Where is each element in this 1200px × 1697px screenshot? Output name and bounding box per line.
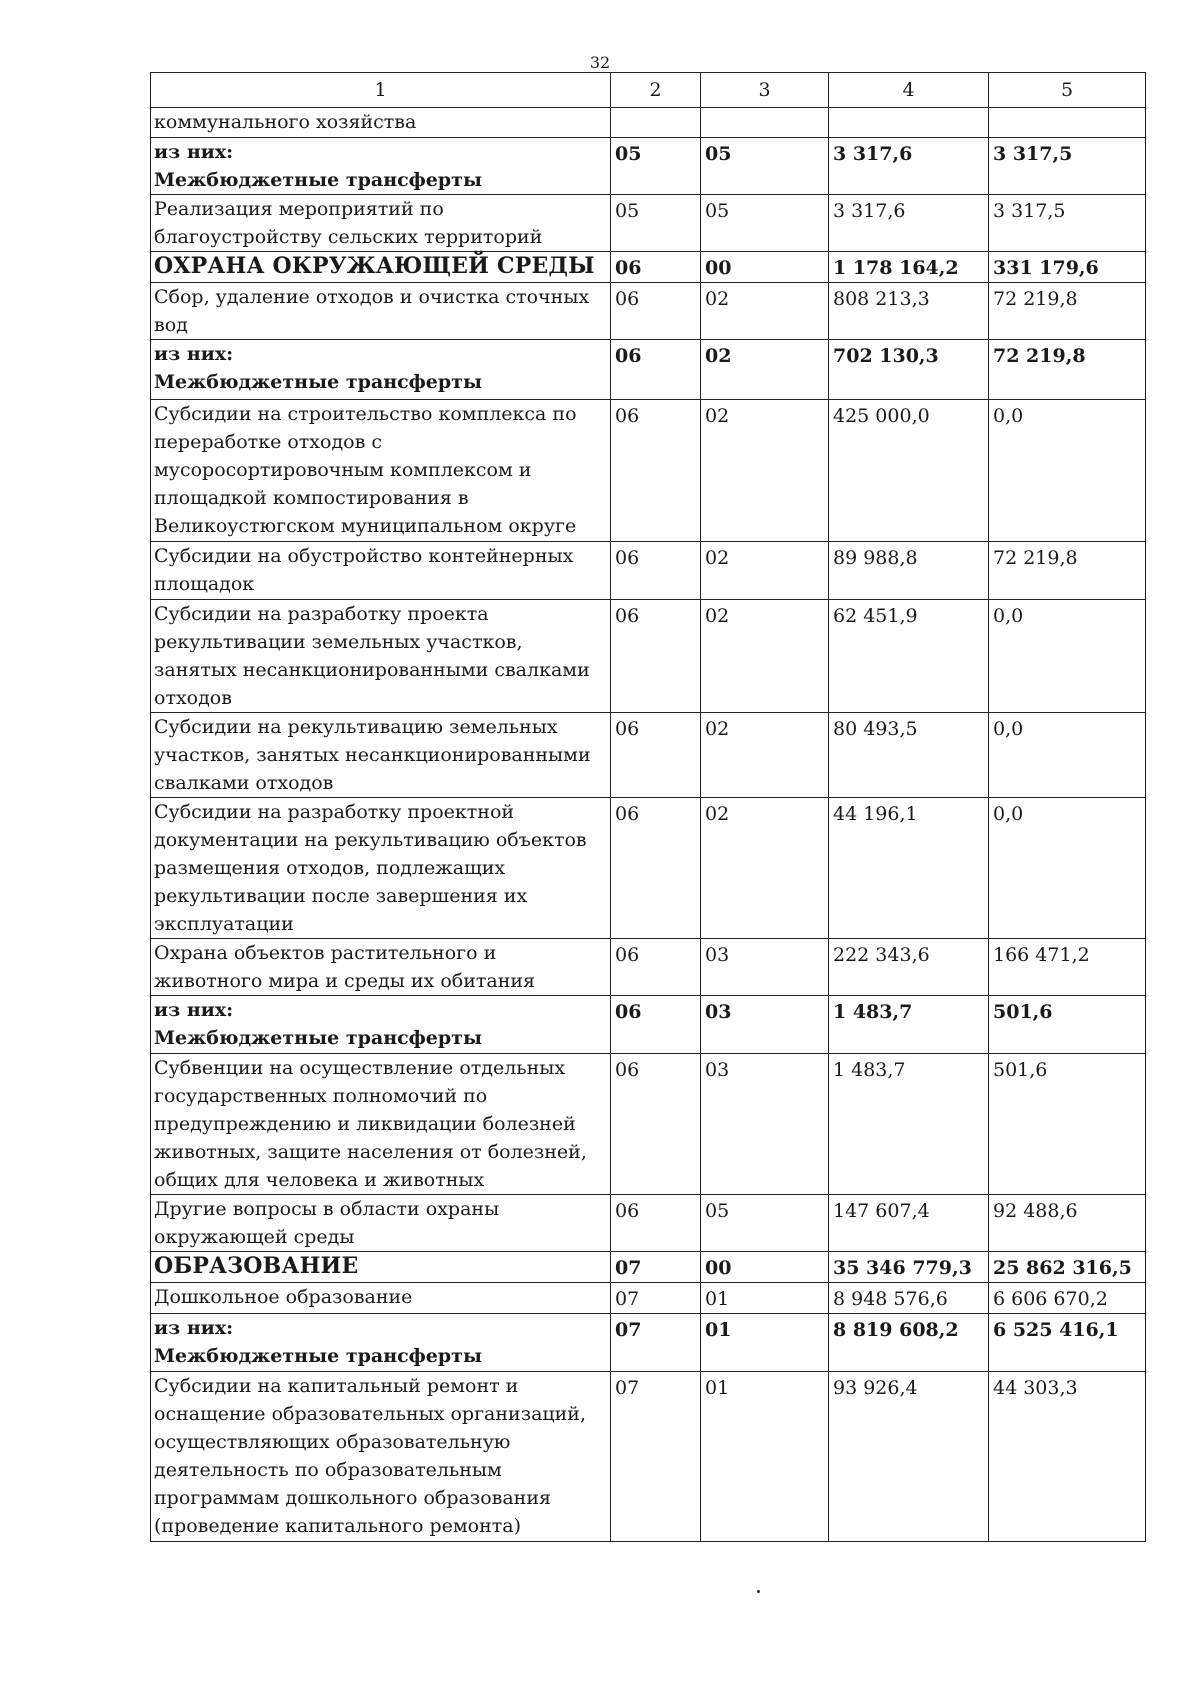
row-executed-amount: 501,6 xyxy=(989,996,1146,1054)
table-row xyxy=(151,1195,1146,1252)
row-planned-amount: 93 926,4 xyxy=(829,1372,989,1542)
row-executed-amount: 92 488,6 xyxy=(989,1195,1146,1252)
row-name-cell: Субвенции на осуществление отдельных государственных полномочий по предупреждению и ликвидации болезней животных, защите населения от болезней, общих для человека и животных xyxy=(151,1054,611,1195)
header-row xyxy=(151,73,1146,108)
row-name-cell: коммунального хозяйства xyxy=(151,108,611,138)
row-planned-amount: 44 196,1 xyxy=(829,798,989,939)
row-name-cell: Субсидии на капитальный ремонт и оснащение образовательных организаций, осуществляющих образовательную деятельность по образовательным программам дошкольного образования (проведение капитального ремонта) xyxy=(151,1372,611,1542)
row-planned-amount: 89 988,8 xyxy=(829,542,989,600)
row-section-code: 06 xyxy=(611,600,701,713)
row-planned-amount: 222 343,6 xyxy=(829,939,989,996)
row-name-cell: Субсидии на разработку проекта рекультивации земельных участков, занятых несанкционированными свалками отходов xyxy=(151,600,611,713)
page-number: 32 xyxy=(589,53,611,72)
row-name-cell: Дошкольное образование xyxy=(151,1283,611,1314)
budget-table xyxy=(150,72,1146,1542)
row-subsection-code: 03 xyxy=(701,1054,829,1195)
row-name-cell: ОХРАНА ОКРУЖАЮЩЕЙ СРЕДЫ xyxy=(151,252,611,283)
table-row xyxy=(151,1372,1146,1542)
row-section-code: 07 xyxy=(611,1314,701,1372)
table-row xyxy=(151,1054,1146,1195)
row-executed-amount: 72 219,8 xyxy=(989,283,1146,340)
row-subsection-code: 03 xyxy=(701,996,829,1054)
row-subsection-code: 02 xyxy=(701,400,829,542)
row-section-code: 07 xyxy=(611,1283,701,1314)
row-name-cell xyxy=(151,996,611,1054)
row-planned-amount: 147 607,4 xyxy=(829,1195,989,1252)
row-planned-amount: 35 346 779,3 xyxy=(829,1252,989,1283)
row-section-code: 06 xyxy=(611,1195,701,1252)
row-executed-amount: 3 317,5 xyxy=(989,138,1146,195)
row-section-code: 06 xyxy=(611,400,701,542)
row-section-code: 06 xyxy=(611,252,701,283)
column-header-2: 2 xyxy=(611,73,701,108)
row-subsection-code: 02 xyxy=(701,713,829,798)
column-header-4: 4 xyxy=(829,73,989,108)
table-row xyxy=(151,939,1146,996)
row-executed-amount: 44 303,3 xyxy=(989,1372,1146,1542)
row-planned-amount: 62 451,9 xyxy=(829,600,989,713)
row-planned-amount: 80 493,5 xyxy=(829,713,989,798)
row-section-code: 06 xyxy=(611,542,701,600)
row-planned-amount: 1 178 164,2 xyxy=(829,252,989,283)
row-section-code: 06 xyxy=(611,1054,701,1195)
row-subsection-code: 01 xyxy=(701,1283,829,1314)
row-executed-amount: 0,0 xyxy=(989,600,1146,713)
row-subsection-code: 00 xyxy=(701,1252,829,1283)
table-body xyxy=(151,108,1146,1542)
row-section-code: 06 xyxy=(611,283,701,340)
table-row xyxy=(151,600,1146,713)
row-sub-label: из них: xyxy=(154,999,234,1021)
table-row xyxy=(151,195,1146,252)
table-header xyxy=(151,73,1146,108)
column-header-3: 3 xyxy=(701,73,829,108)
row-name-cell: Субсидии на обустройство контейнерных площадок xyxy=(151,542,611,600)
row-subsection-code: 02 xyxy=(701,798,829,939)
row-subsection-code: 05 xyxy=(701,138,829,195)
row-executed-amount: 72 219,8 xyxy=(989,340,1146,400)
row-section-code: 06 xyxy=(611,996,701,1054)
row-executed-amount: 331 179,6 xyxy=(989,252,1146,283)
row-section-code: 06 xyxy=(611,798,701,939)
table-row xyxy=(151,108,1146,138)
row-sub-title: Межбюджетные трансферты xyxy=(154,169,483,191)
row-section-code: 06 xyxy=(611,713,701,798)
row-sub-label: из них: xyxy=(154,343,234,365)
row-section-code: 05 xyxy=(611,195,701,252)
row-section-code: 06 xyxy=(611,340,701,400)
row-subsection-code: 00 xyxy=(701,252,829,283)
row-section-code xyxy=(611,108,701,138)
row-executed-amount: 72 219,8 xyxy=(989,542,1146,600)
row-executed-amount: 0,0 xyxy=(989,400,1146,542)
row-sub-title: Межбюджетные трансферты xyxy=(154,1027,483,1049)
row-sub-title: Межбюджетные трансферты xyxy=(154,371,483,393)
table-row xyxy=(151,400,1146,542)
row-name-cell xyxy=(151,340,611,400)
row-executed-amount: 501,6 xyxy=(989,1054,1146,1195)
row-subsection-code: 02 xyxy=(701,283,829,340)
row-subsection-code: 02 xyxy=(701,600,829,713)
row-planned-amount: 8 819 608,2 xyxy=(829,1314,989,1372)
table-row xyxy=(151,713,1146,798)
row-executed-amount: 6 525 416,1 xyxy=(989,1314,1146,1372)
table-row xyxy=(151,798,1146,939)
row-planned-amount: 808 213,3 xyxy=(829,283,989,340)
row-section-code: 07 xyxy=(611,1372,701,1542)
row-subsection-code: 02 xyxy=(701,340,829,400)
table-row xyxy=(151,1314,1146,1372)
row-name-cell: Субсидии на строительство комплекса по переработке отходов с мусоросортировочным комплексом и площадкой компостирования в Великоустюгском муниципальном округе xyxy=(151,400,611,542)
table-row xyxy=(151,996,1146,1054)
row-planned-amount: 425 000,0 xyxy=(829,400,989,542)
row-executed-amount xyxy=(989,108,1146,138)
row-executed-amount: 166 471,2 xyxy=(989,939,1146,996)
row-planned-amount: 1 483,7 xyxy=(829,1054,989,1195)
row-name-cell: Субсидии на рекультивацию земельных участков, занятых несанкционированными свалками отходов xyxy=(151,713,611,798)
column-header-5: 5 xyxy=(989,73,1146,108)
scan-speck xyxy=(757,1590,760,1593)
row-planned-amount: 8 948 576,6 xyxy=(829,1283,989,1314)
row-subsection-code: 03 xyxy=(701,939,829,996)
row-sub-label: из них: xyxy=(154,1317,234,1339)
row-section-code: 05 xyxy=(611,138,701,195)
row-name-cell xyxy=(151,138,611,195)
row-section-code: 07 xyxy=(611,1252,701,1283)
row-planned-amount: 702 130,3 xyxy=(829,340,989,400)
row-executed-amount: 0,0 xyxy=(989,798,1146,939)
row-subsection-code: 02 xyxy=(701,542,829,600)
row-subsection-code: 05 xyxy=(701,1195,829,1252)
row-planned-amount: 3 317,6 xyxy=(829,138,989,195)
row-name-cell: Охрана объектов растительного и животного мира и среды их обитания xyxy=(151,939,611,996)
table-row xyxy=(151,340,1146,400)
table-row xyxy=(151,138,1146,195)
table-row xyxy=(151,252,1146,283)
row-subsection-code: 05 xyxy=(701,195,829,252)
row-section-code: 06 xyxy=(611,939,701,996)
row-planned-amount: 1 483,7 xyxy=(829,996,989,1054)
row-sub-label: из них: xyxy=(154,141,234,163)
row-subsection-code: 01 xyxy=(701,1372,829,1542)
table-row xyxy=(151,1252,1146,1283)
row-subsection-code: 01 xyxy=(701,1314,829,1372)
row-name-cell: ОБРАЗОВАНИЕ xyxy=(151,1252,611,1283)
row-executed-amount: 0,0 xyxy=(989,713,1146,798)
row-sub-title: Межбюджетные трансферты xyxy=(154,1345,483,1367)
row-planned-amount xyxy=(829,108,989,138)
row-name-cell: Субсидии на разработку проектной документации на рекультивацию объектов размещения отходов, подлежащих рекультивации после завершения их эксплуатации xyxy=(151,798,611,939)
row-executed-amount: 25 862 316,5 xyxy=(989,1252,1146,1283)
row-name-cell: Реализация мероприятий по благоустройству сельских территорий xyxy=(151,195,611,252)
row-planned-amount: 3 317,6 xyxy=(829,195,989,252)
row-executed-amount: 3 317,5 xyxy=(989,195,1146,252)
row-executed-amount: 6 606 670,2 xyxy=(989,1283,1146,1314)
column-header-1: 1 xyxy=(151,73,611,108)
table-row xyxy=(151,283,1146,340)
row-subsection-code xyxy=(701,108,829,138)
table-row xyxy=(151,1283,1146,1314)
table-row xyxy=(151,542,1146,600)
row-name-cell: Другие вопросы в области охраны окружающей среды xyxy=(151,1195,611,1252)
row-name-cell: Сбор, удаление отходов и очистка сточных вод xyxy=(151,283,611,340)
row-name-cell xyxy=(151,1314,611,1372)
